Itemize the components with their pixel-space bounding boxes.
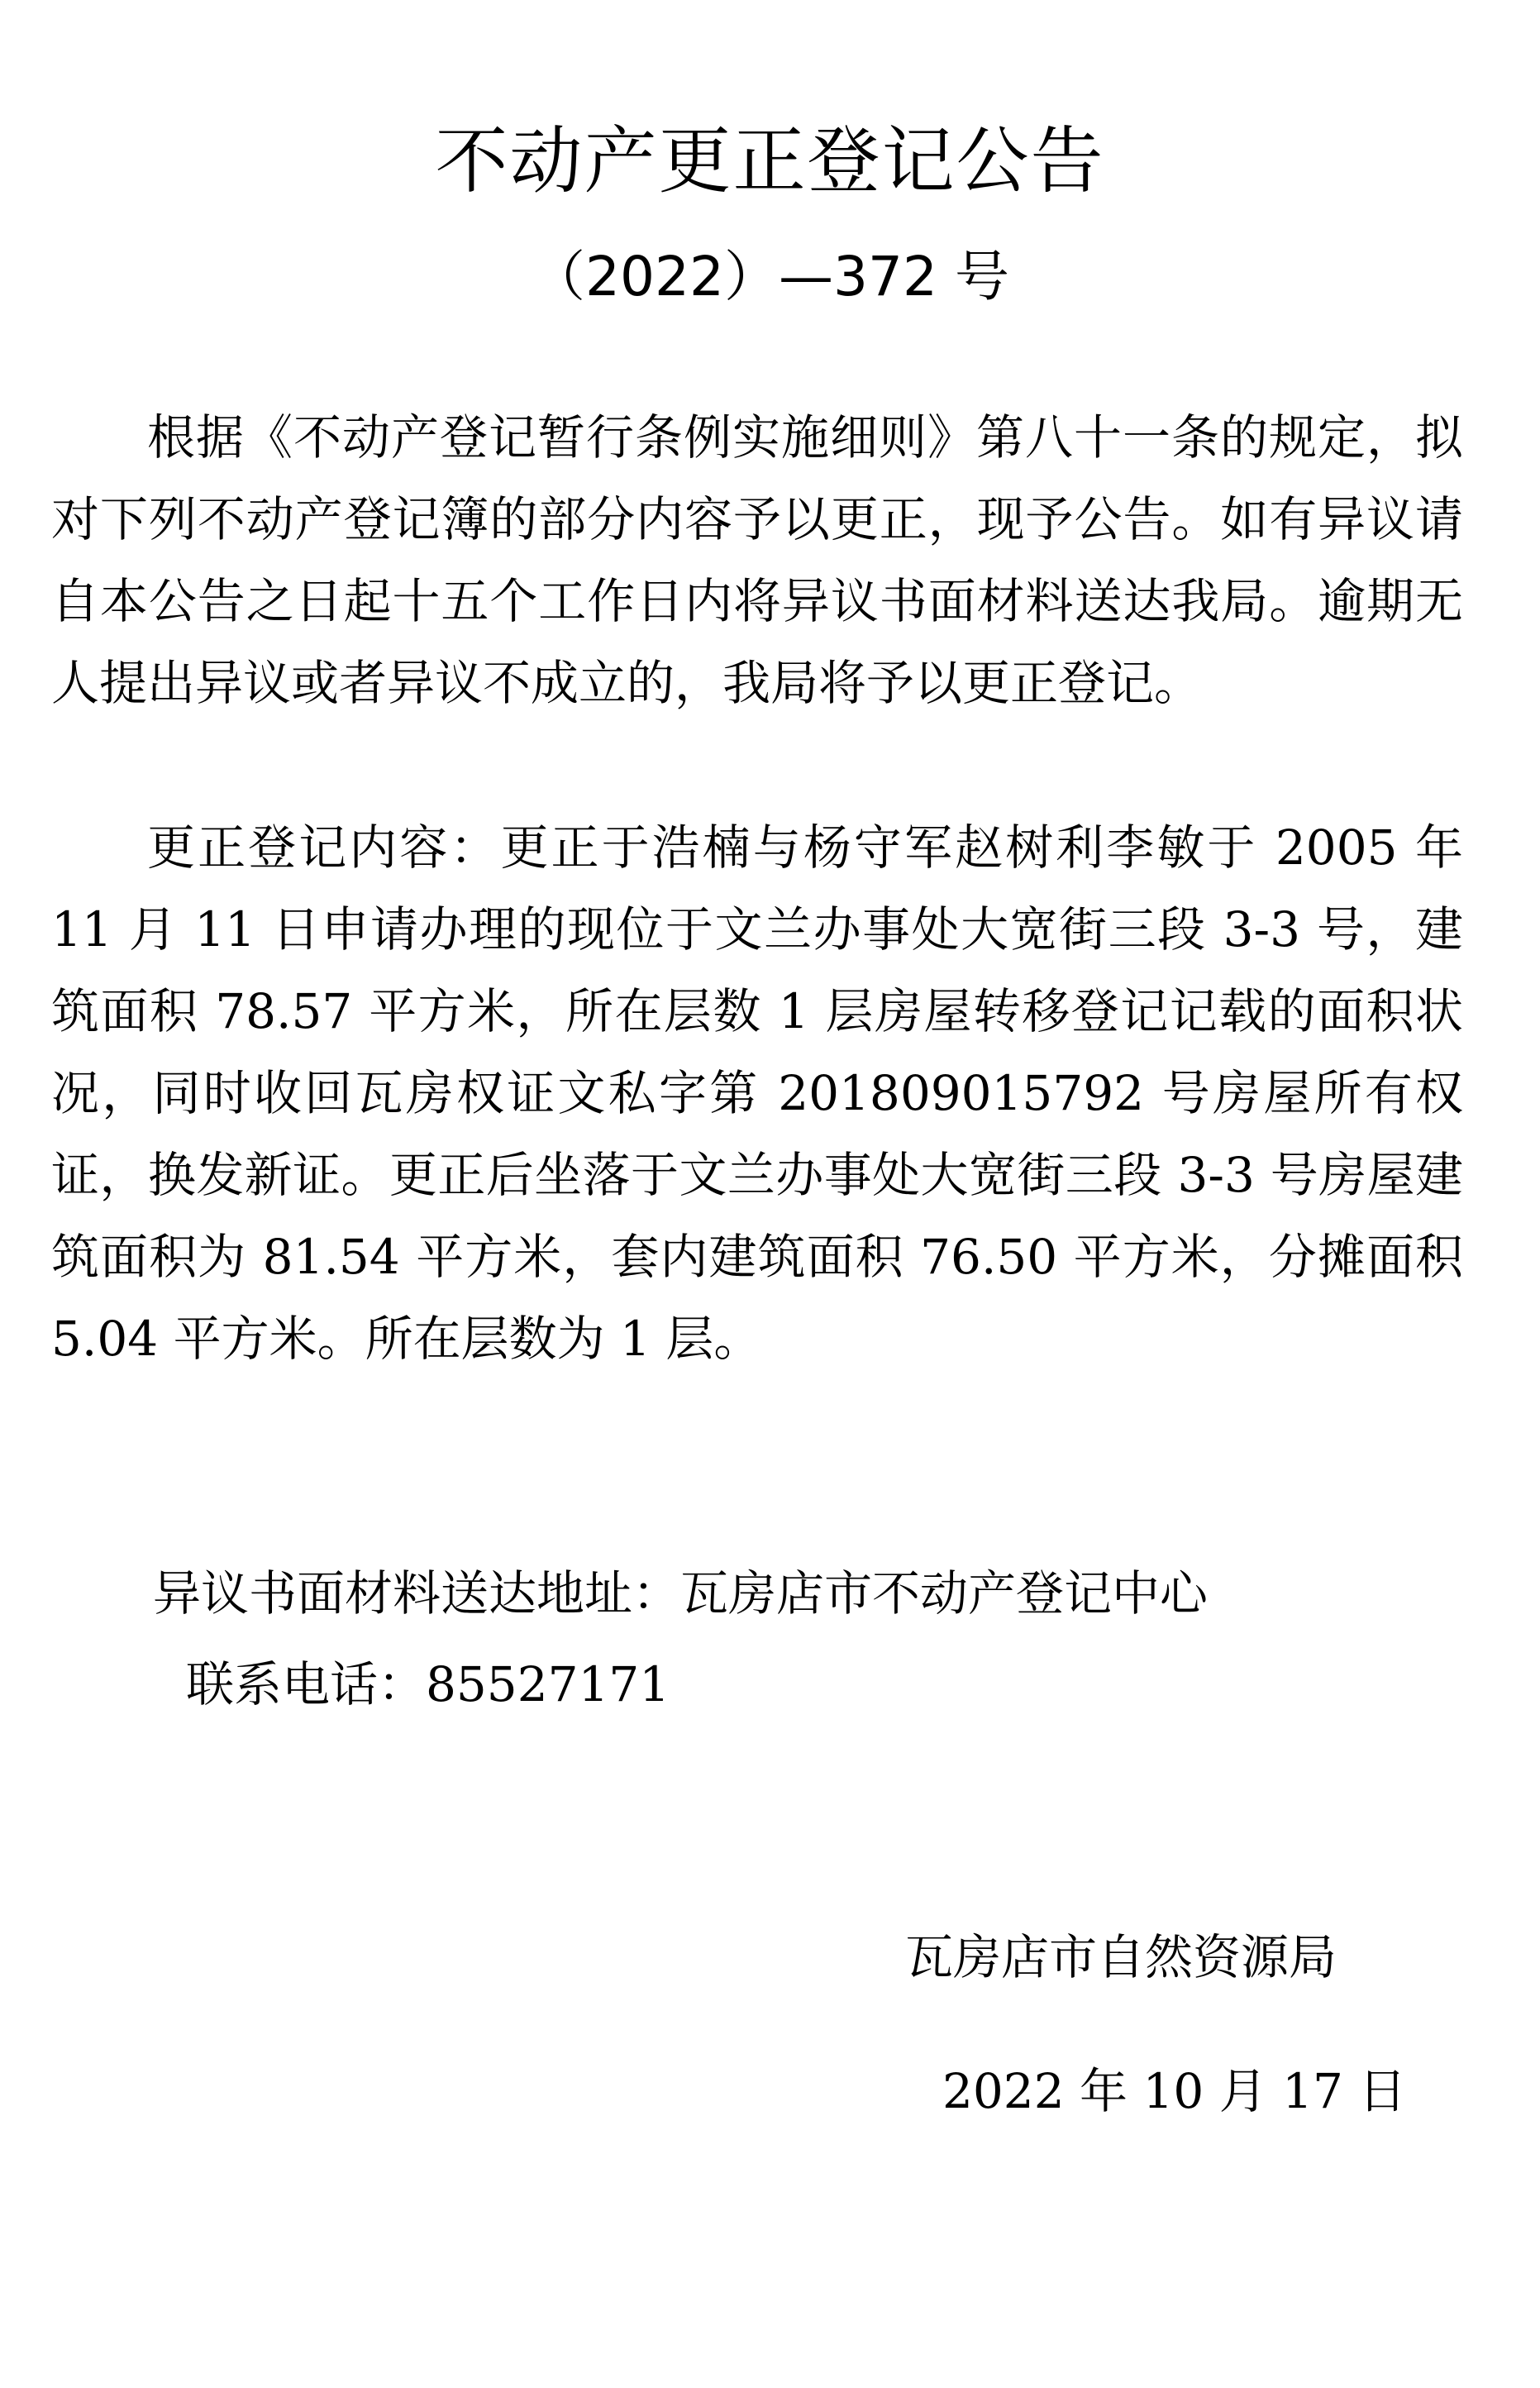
correction-content-paragraph: 更正登记内容：更正于浩楠与杨守军赵树利李敏于 2005 年 11 月 11 日申请办理的现位于文兰办事处大宽街三段 3-3 号，建筑面积 78.57 平方米，所在层数 1 层房屋转移登记记载的面积状况，同时收回瓦房权证文私字第 201809015792 号房屋所有权证，换发新证。更正后坐落于文兰办事处大宽街三段 3-3 号房屋建筑面积为 81.54 平方米，套内建筑面积 76.50 平方米，分摊面积 5.04 平方米。所在层数为 1 层。 [51,819,1463,1367]
issue-date: 2022 年 10 月 17 日 [942,2063,1407,2119]
objection-address: 异议书面材料送达地址：瓦房店市不动产登记中心 [153,1565,1209,1621]
contact-phone: 联系电话：85527171 [186,1656,670,1712]
issuing-authority: 瓦房店市自然资源局 [905,1929,1337,1985]
intro-paragraph: 根据《不动产登记暂行条例实施细则》第八十一条的规定，拟对下列不动产登记簿的部分内容予以更正，现予公告。如有异议请自本公告之日起十五个工作日内将异议书面材料送达我局。逾期无人提出异议或者异议不成立的，我局将予以更正登记。 [51,409,1463,711]
notice-number: （2022）—372 号 [531,245,1009,308]
notice-title: 不动产更正登记公告 [435,118,1105,203]
